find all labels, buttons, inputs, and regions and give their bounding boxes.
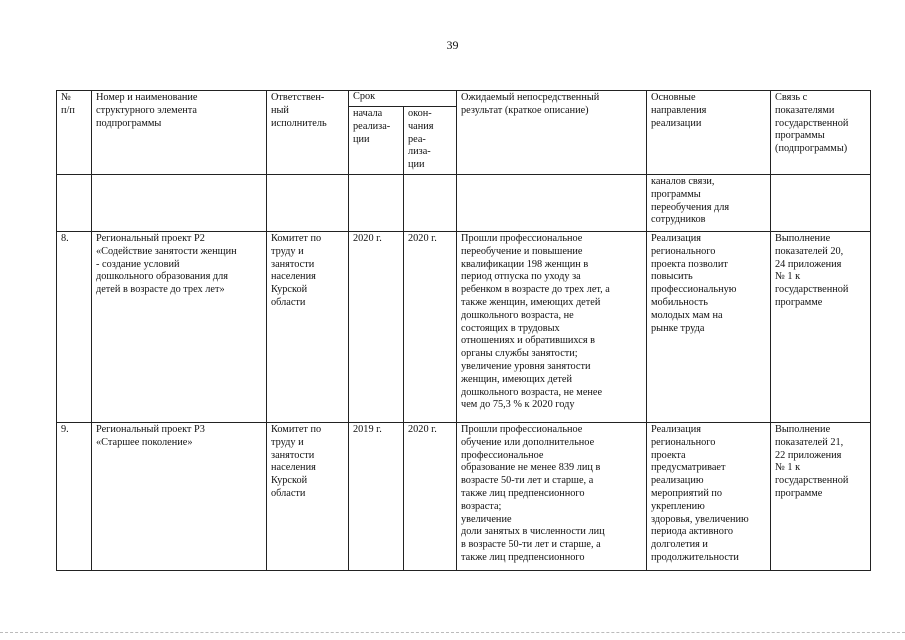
row-responsible: Комитет по труду и занятости населения Курской области	[267, 423, 349, 571]
cell-empty	[92, 175, 267, 232]
row-directions: Реализация регионального проекта позволит повысить профессиональную мобильность молодых мам на рынке труда	[647, 232, 771, 423]
row-name: Региональный проект Р3 «Старшее поколение»	[92, 423, 267, 571]
header-name: Номер и наименование структурного элемента подпрограммы	[92, 91, 267, 175]
program-table	[56, 90, 871, 571]
row-directions: Реализация регионального проекта предусматривает реализацию мероприятий по укреплению здоровья, увеличению периода активного долголетия и продолжительности	[647, 423, 771, 571]
header-responsible: Ответствен- ный исполнитель	[267, 91, 349, 175]
row-link: Выполнение показателей 20, 24 приложения № 1 к государственной программе	[771, 232, 871, 423]
table-row	[57, 423, 871, 571]
row-responsible: Комитет по труду и занятости населения Курской области	[267, 232, 349, 423]
row-result: Прошли профессиональное обучение или дополнительное профессиональное образование не менее 839 лиц в возрасте 50-ти лет и старше, а также лиц предпенсионного возраста; увеличение доли занятых в численности лиц в возрасте 50-ти лет и старше, а также лиц предпенсионного	[457, 423, 647, 571]
row-start: 2019 г.	[349, 423, 404, 571]
cell-empty	[771, 175, 871, 232]
cell-empty	[349, 175, 404, 232]
row-end: 2020 г.	[404, 423, 457, 571]
header-row	[57, 91, 871, 107]
row-end: 2020 г.	[404, 232, 457, 423]
cell-empty	[457, 175, 647, 232]
header-period: Срок	[349, 91, 457, 107]
header-result: Ожидаемый непосредственный результат (краткое описание)	[457, 91, 647, 175]
cell-empty	[404, 175, 457, 232]
row-link: Выполнение показателей 21, 22 приложения № 1 к государственной программе	[771, 423, 871, 571]
row-name: Региональный проект Р2 «Содействие занятости женщин - создание условий дошкольного образования для детей в возрасте до трех лет»	[92, 232, 267, 423]
row-num: 8.	[57, 232, 92, 423]
continuation-row	[57, 175, 871, 232]
cell-empty	[57, 175, 92, 232]
continuation-directions: каналов связи, программы переобучения для сотрудников	[647, 175, 771, 232]
header-directions: Основные направления реализации	[647, 91, 771, 175]
cell-empty	[267, 175, 349, 232]
table-row	[57, 232, 871, 423]
row-num: 9.	[57, 423, 92, 571]
page-number: 39	[446, 38, 459, 52]
header-link: Связь с показателями государственной программы (подпрограммы)	[771, 91, 871, 175]
bottom-divider	[0, 632, 905, 634]
header-start: начала реализа- ции	[349, 107, 404, 175]
header-num: № п/п	[57, 91, 92, 175]
row-result: Прошли профессиональное переобучение и повышение квалификации 198 женщин в период отпуска по уходу за ребенком в возрасте до трех лет, а также женщин, имеющих детей дошкольного возраста, не состоящих в трудовых отношениях и обратившихся в органы службы занятости; увеличение уровня занятости женщин, имеющих детей дошкольного возраста, не менее чем до 75,3 % к 2020 году	[457, 232, 647, 423]
row-start: 2020 г.	[349, 232, 404, 423]
header-end: окон- чания реа- лиза- ции	[404, 107, 457, 175]
